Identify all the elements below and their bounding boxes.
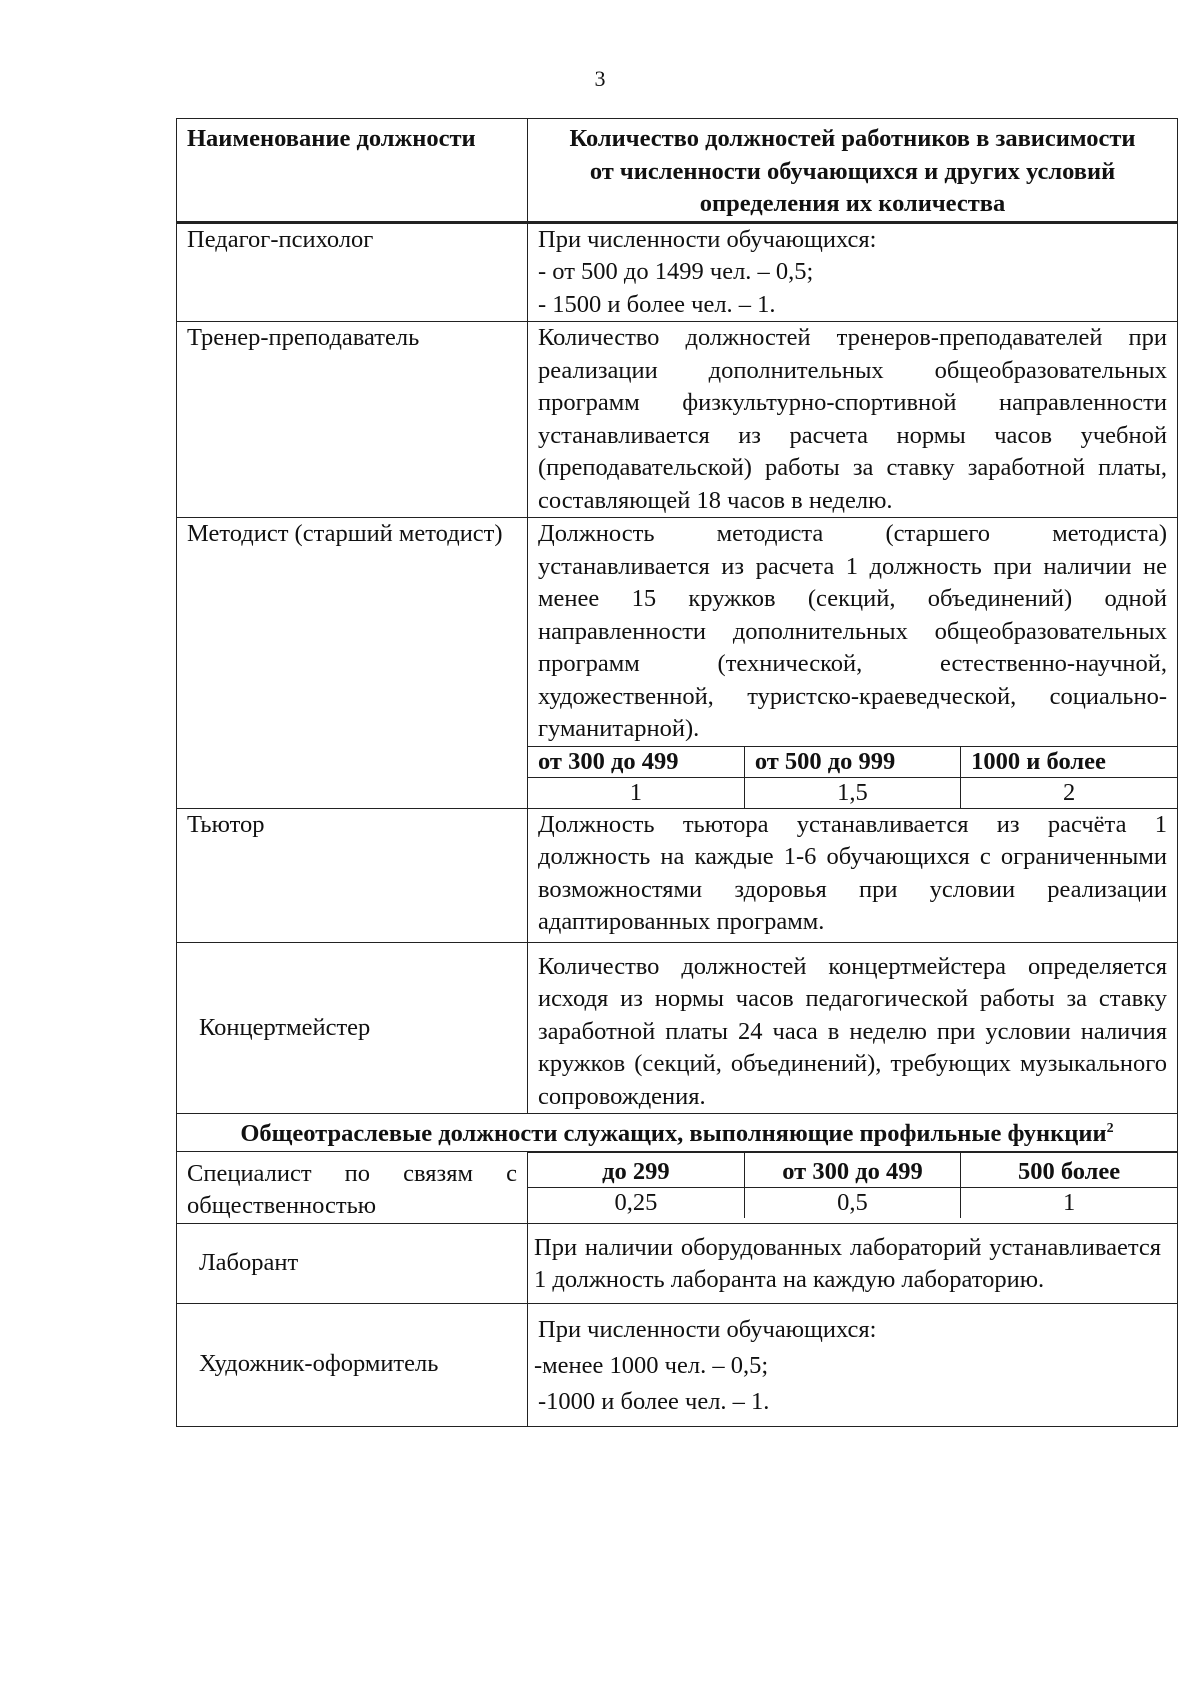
position-description: Количество должностей концертмейстера определяется исходя из нормы часов педагогической работы за ставку заработной платы 24 часа в неделю при условии наличия кружков (секций, объединений), требующих музыкального сопровождения.: [528, 942, 1178, 1114]
header-position-name: Наименование должности: [177, 119, 528, 223]
table-row: [177, 518, 1178, 809]
position-name: Тренер-преподаватель: [177, 322, 528, 518]
ratio-header-row: [528, 1152, 1177, 1187]
section-row: [177, 1114, 1178, 1152]
ratio-header-cell: от 500 до 999: [744, 746, 960, 777]
table-row: [177, 322, 1178, 518]
table-row: [177, 1303, 1178, 1426]
page-number: 3: [594, 66, 606, 91]
table-header-row: [177, 119, 1178, 223]
table-row: [177, 222, 1178, 322]
position-name: Художник-оформитель: [177, 1303, 528, 1426]
description-line: - 1500 и более чел. – 1.: [538, 290, 776, 318]
ratio-value-cell: 0,25: [528, 1187, 744, 1218]
position-description: При наличии оборудованных лабораторий устанавливается 1 должность лаборанта на каждую лабораторию.: [528, 1223, 1178, 1303]
position-name: Тьютор: [177, 808, 528, 942]
description-line: -менее 1000 чел. – 0,5;: [534, 1351, 769, 1379]
section-title-text: Общеотраслевые должности служащих, выполняющие профильные функции: [240, 1120, 1107, 1147]
ratio-value-cell: 2: [961, 777, 1177, 808]
position-description: [528, 222, 1178, 322]
description-text: Должность методиста (старшего методиста) устанавливается из расчета 1 должность при наличии не менее 15 кружков (секций, объединений) одной направленности дополнительных общеобразовательных программ (технической, естественно-научной, художественной, туристско-краеведческой, социально-гуманитарной).: [538, 520, 1167, 742]
description-line: - от 500 до 1499 чел. – 0,5;: [538, 258, 814, 285]
table-row: [177, 1151, 1178, 1223]
position-name: Педагог-психолог: [177, 222, 528, 322]
header-position-count: Количество должностей работников в зависимости от численности обучающихся и других условий определения их количества: [528, 119, 1178, 223]
ratio-header-cell: 1000 и более: [961, 746, 1177, 777]
ratio-value-cell: 1: [961, 1187, 1177, 1218]
ratio-value-row: [528, 777, 1177, 808]
position-description: Количество должностей тренеров-преподавателей при реализации дополнительных общеобразовательных программ физкультурно-спортивной направленности устанавливается из расчета нормы часов учебной (преподавательской) работы за ставку заработной платы, составляющей 18 часов в неделю.: [528, 322, 1178, 518]
staffing-table: [176, 118, 1178, 1427]
ratio-header-row: [528, 746, 1177, 777]
table-row: [177, 942, 1178, 1114]
description-line: При численности обучающихся:: [538, 225, 877, 253]
pr-ratio-table: [528, 1152, 1177, 1218]
methodist-ratio-table: [528, 746, 1177, 808]
footnote-mark: 2: [1106, 1120, 1114, 1136]
position-description: [528, 518, 1178, 809]
ratio-value-cell: 0,5: [744, 1187, 960, 1218]
ratio-value-row: [528, 1187, 1177, 1218]
ratio-header-cell: 500 более: [961, 1152, 1177, 1187]
description-line: При численности обучающихся:: [538, 1315, 877, 1343]
position-description: [528, 1303, 1178, 1426]
section-title: [177, 1114, 1178, 1152]
table-row: [177, 1223, 1178, 1303]
position-description: Должность тьютора устанавливается из расчёта 1 должность на каждые 1-6 обучающихся с ограниченными возможностями здоровья при условии реализации адаптированных программ.: [528, 808, 1178, 942]
ratio-header-cell: до 299: [528, 1152, 744, 1187]
position-name: Методист (старший методист): [177, 518, 528, 809]
position-name: Концертмейстер: [177, 942, 528, 1114]
ratio-value-cell: 1,5: [744, 777, 960, 808]
description-line: -1000 и более чел. – 1.: [538, 1387, 770, 1415]
ratio-value-cell: 1: [528, 777, 744, 808]
ratio-header-cell: от 300 до 499: [528, 746, 744, 777]
position-name: Специалист по связям с общественностью: [177, 1151, 528, 1223]
position-name: Лаборант: [177, 1223, 528, 1303]
table-row: [177, 808, 1178, 942]
ratio-header-cell: от 300 до 499: [744, 1152, 960, 1187]
position-description: [528, 1151, 1178, 1223]
